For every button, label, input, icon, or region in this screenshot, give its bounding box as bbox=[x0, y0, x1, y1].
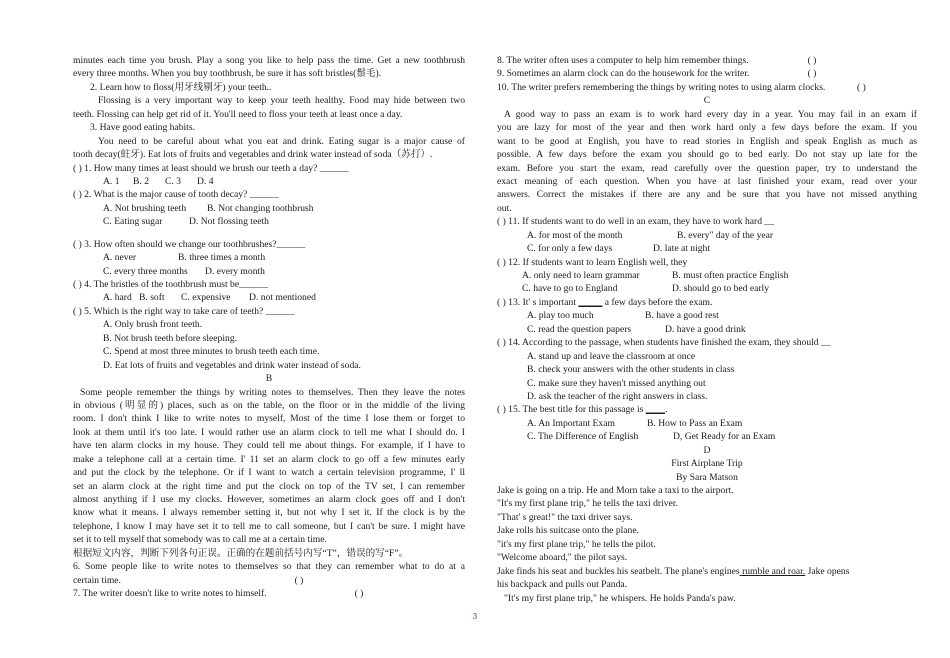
text-line: "That' s great!" the taxi driver says. bbox=[497, 511, 633, 523]
text-line: teeth. Flossing can help get rid of it. You'll need to floss your teeth at least once a day. bbox=[73, 108, 403, 120]
instruction-line: 根据短文内容，判断下列各句正误。正确的在题前括号内写“T”，错误的写“F”。 bbox=[73, 547, 409, 559]
question-15-text: ( ) 15. The best title for this passage is bbox=[497, 404, 644, 416]
page-number: 3 bbox=[472, 612, 478, 621]
question-13-options-cd bbox=[497, 323, 917, 336]
text-line: every three months. When you buy toothbrush, be sure it has soft bristles(鬃毛). bbox=[73, 68, 382, 80]
text-line: Some people remember the things by writing notes to themselves. Then they leave the notes bbox=[80, 386, 465, 398]
question-6: 6. Some people like to write notes to themselves so that they can remember what to do at a bbox=[73, 561, 465, 573]
question-15-options-ab bbox=[497, 417, 917, 430]
text-line: telephone, I know I may have set it to tell me to call someone, but I can't be sure. I might have bbox=[73, 520, 465, 532]
option: A. play too much bbox=[527, 310, 594, 322]
answer-paren: ( ) bbox=[857, 81, 866, 93]
option: A. only need to learn grammar bbox=[522, 270, 640, 281]
text-line: exact meaning of each question. When you have at last finished your exam, read over your bbox=[497, 175, 917, 187]
option: D. late at night bbox=[653, 243, 711, 255]
text-line: Jake rolls his suitcase onto the plane. bbox=[497, 525, 640, 537]
question-8-text: 8. The writer often uses a computer to help him remember things. bbox=[497, 55, 749, 66]
answer-blank: ____ bbox=[645, 404, 665, 416]
option: B. How to Pass an Exam bbox=[647, 417, 743, 429]
option: D. every month bbox=[205, 265, 265, 277]
question-2-options-ab bbox=[73, 202, 465, 215]
answer-paren: ( ) bbox=[807, 68, 817, 80]
story-title: First Airplane Trip bbox=[671, 458, 743, 470]
option: C. 3 bbox=[165, 175, 181, 187]
question-12-options-ab bbox=[497, 269, 917, 282]
section-heading: 2. Learn how to floss(用牙线剔牙) your teeth.. bbox=[90, 81, 272, 93]
question-12-options-cd bbox=[497, 282, 917, 295]
text-line bbox=[497, 565, 917, 578]
option: C. read the question papers bbox=[527, 323, 632, 335]
text-line: look at them until it's too late. I would rather use an alarm clock to tell me what I should do. I bbox=[73, 426, 465, 438]
option: C. The Difference of English bbox=[527, 431, 639, 443]
option: A. 1 bbox=[103, 175, 120, 187]
text-line: make a telephone call at a certain time. I' 11 set an alarm clock to go off a few minutes early bbox=[73, 453, 465, 465]
option: A. stand up and leave the classroom at once bbox=[527, 350, 696, 362]
option: D. ask the teacher of the right answers in class. bbox=[527, 390, 708, 402]
option: D. not mentioned bbox=[249, 292, 316, 304]
option: B. every" day of the year bbox=[677, 229, 774, 241]
option: A. hard bbox=[103, 292, 132, 304]
section-d-heading: D bbox=[703, 444, 711, 456]
option: B. three times a month bbox=[178, 252, 266, 264]
text-line: possible. A few days before the exam you should go to bed early. Do not stay up late for the bbox=[497, 149, 917, 161]
option: B. Not changing toothbrush bbox=[207, 202, 314, 214]
question-6-cont bbox=[73, 574, 465, 587]
text-line: minutes each time you brush. Play a song you like to help pass the time. Get a new toothbrush bbox=[73, 55, 465, 66]
question-3: ( ) 3. How often should we change our toothbrushes?______ bbox=[73, 238, 306, 250]
text-line: have ten alarm clocks in my house. They could tell me about things. For example, if I have to bbox=[73, 440, 465, 452]
text-line: "It's my first plane trip," he tells the taxi driver. bbox=[497, 498, 678, 510]
text-segment: Jake finds his seat and buckles his seatbelt. The plane's engines bbox=[497, 565, 740, 577]
section-b-heading: B bbox=[265, 373, 273, 385]
question-9-text: 9. Sometimes an alarm clock can do the housework for the writer. bbox=[497, 68, 750, 80]
text-line: tooth decay(蛀牙). Eat lots of fruits and vegetables and drink water instead of soda（苏打）. bbox=[73, 149, 433, 161]
option: D. have a good drink bbox=[665, 323, 746, 335]
underlined-phrase: rumble and roar. bbox=[739, 565, 806, 577]
text-line: and put the clock by the telephone. Or if I want to watch a certain television programme, I' ll bbox=[73, 467, 465, 479]
question-11-options-cd bbox=[497, 242, 917, 255]
question-13-text: ( ) 13. It' s important bbox=[497, 296, 576, 308]
question-2: ( ) 2. What is the major cause of tooth decay? ______ bbox=[73, 189, 279, 201]
text-line: exam. Before you start the exam, read carefully over the question paper, try to understand the bbox=[497, 162, 917, 174]
text-segment: Jake opens bbox=[805, 565, 850, 577]
option: C. make sure they haven't missed anything out bbox=[527, 377, 706, 389]
option: D. Eat lots of fruits and vegetables and drink water instead of soda. bbox=[103, 359, 361, 371]
question-1-options bbox=[73, 175, 465, 188]
question-15 bbox=[497, 403, 917, 416]
text-line: "It's my first plane trip," he whispers. He holds Panda's paw. bbox=[504, 592, 736, 604]
option: C. have to go to England bbox=[522, 283, 618, 295]
option: B. have a good rest bbox=[645, 310, 719, 322]
option: C. Eating sugar bbox=[103, 216, 163, 228]
text-line: You need to be careful about what you eat and drink. Eating sugar is a major cause of bbox=[98, 135, 465, 147]
option: D. should go to bed early bbox=[672, 283, 769, 295]
text-line: set it to tell myself that somebody was to call me at a certain time. bbox=[73, 534, 327, 546]
question-15-options-cd bbox=[497, 430, 917, 443]
question-10-text: 10. The writer prefers remembering the things by writing notes to using alarm clocks. bbox=[497, 81, 826, 93]
option: A. Only brush front teeth. bbox=[103, 319, 203, 331]
question-1: ( ) 1. How many times at least should we brush our teeth a day? ______ bbox=[73, 162, 349, 174]
question-13 bbox=[497, 296, 917, 309]
option: C. for only a few days bbox=[527, 243, 613, 255]
text-line: "Welcome aboard," the pilot says. bbox=[497, 552, 628, 564]
text-line: room. I don't think I like to write notes to myself, Most of the time I lose them or forget to bbox=[73, 413, 465, 425]
option: A. for most of the month bbox=[527, 229, 623, 241]
option: C. Spend at most three minutes to brush teeth each time. bbox=[103, 346, 320, 358]
section-c-heading: C bbox=[703, 95, 711, 107]
text-line: A good way to pass an exam is to work hard every day in a year. You may fail in an exam if bbox=[504, 108, 917, 120]
option: B. must often practice English bbox=[672, 270, 789, 281]
question-4-options bbox=[73, 291, 465, 304]
answer-paren: ( ) bbox=[807, 55, 817, 66]
question-10 bbox=[497, 81, 917, 94]
option: B. Not brush teeth before sleeping. bbox=[103, 332, 238, 344]
text-line: know what it means. I always remember setting it, but not why I set it. If the clock is by the bbox=[73, 507, 465, 519]
question-2-options-cd bbox=[73, 215, 465, 228]
question-15-text: . bbox=[664, 404, 668, 416]
question-4: ( ) 4. The bristles of the toothbrush must be______ bbox=[73, 279, 268, 290]
option: D. Not flossing teeth bbox=[189, 216, 269, 228]
question-13-text: a few days before the exam. bbox=[604, 296, 713, 308]
text-line: want to be good at English, you have to read stories in English and speak English as much as bbox=[497, 135, 917, 147]
question-3-options-cd bbox=[73, 265, 465, 278]
question-9 bbox=[497, 67, 917, 80]
question-12: ( ) 12. If students want to learn English well, they bbox=[497, 256, 688, 268]
text-line: out. bbox=[497, 202, 512, 214]
option: B. 2 bbox=[133, 175, 149, 187]
text-line: "it's my first plane trip," he tells the pilot. bbox=[497, 538, 656, 550]
option: B. soft bbox=[139, 292, 165, 304]
right-column bbox=[497, 54, 917, 605]
question-14: ( ) 14. According to the passage, when students have finished the exam, they should __ bbox=[497, 337, 831, 349]
question-13-options-ab bbox=[497, 309, 917, 322]
answer-blank: _____ bbox=[578, 296, 603, 308]
question-8 bbox=[497, 54, 917, 67]
text-line: Jake is going on a trip. He and Morn take a taxi to the airport. bbox=[497, 485, 734, 496]
question-11-options-ab bbox=[497, 229, 917, 242]
left-column bbox=[73, 54, 465, 601]
text-line: set an alarm clock at the right time and put the clock on top of the TV set, I can remember bbox=[73, 480, 465, 492]
text-line: you are lazy for most of the year and then work hard only a few days before the exam. If you bbox=[497, 122, 917, 134]
answer-paren: ( ) bbox=[354, 588, 364, 600]
section-heading: 3. Have good eating habits. bbox=[90, 122, 195, 134]
question-7-text: 7. The writer doesn't like to write notes to himself. bbox=[73, 588, 267, 600]
question-5: ( ) 5. Which is the right way to take care of teeth? ______ bbox=[73, 305, 295, 317]
answer-paren: ( ) bbox=[294, 574, 304, 586]
option: D, Get Ready for an Exam bbox=[673, 431, 776, 443]
option: D. 4 bbox=[197, 175, 214, 187]
text-line: almost anything if I use my clocks. However, sometimes an alarm clock goes off and I don't bbox=[73, 494, 465, 505]
option: A. An Important Exam bbox=[527, 417, 615, 429]
option: A. Not brushing teeth bbox=[103, 202, 187, 214]
question-3-options-ab bbox=[73, 251, 465, 264]
question-6-text: certain time. bbox=[73, 574, 121, 586]
text-line: in obvious (明显的) places, such as on the table, on the floor or in the middle of the living bbox=[73, 399, 465, 411]
option: A. never bbox=[103, 252, 137, 264]
option: C. expensive bbox=[181, 292, 231, 304]
question-7 bbox=[73, 587, 465, 600]
text-line: answers. Correct the mistakes if there are any and be sure that you have not missed anything bbox=[497, 189, 917, 201]
option: B. check your answers with the other students in class bbox=[527, 364, 735, 376]
option: C. every three months bbox=[103, 265, 188, 277]
question-11: ( ) 11. If students want to do well in an exam, they have to work hard __ bbox=[497, 216, 774, 228]
text-line: his backpack and pulls out Panda. bbox=[497, 579, 628, 591]
story-author: By Sara Matson bbox=[676, 471, 738, 483]
text-line: Flossing is a very important way to keep your teeth healthy. Food may hide between two bbox=[98, 95, 465, 107]
